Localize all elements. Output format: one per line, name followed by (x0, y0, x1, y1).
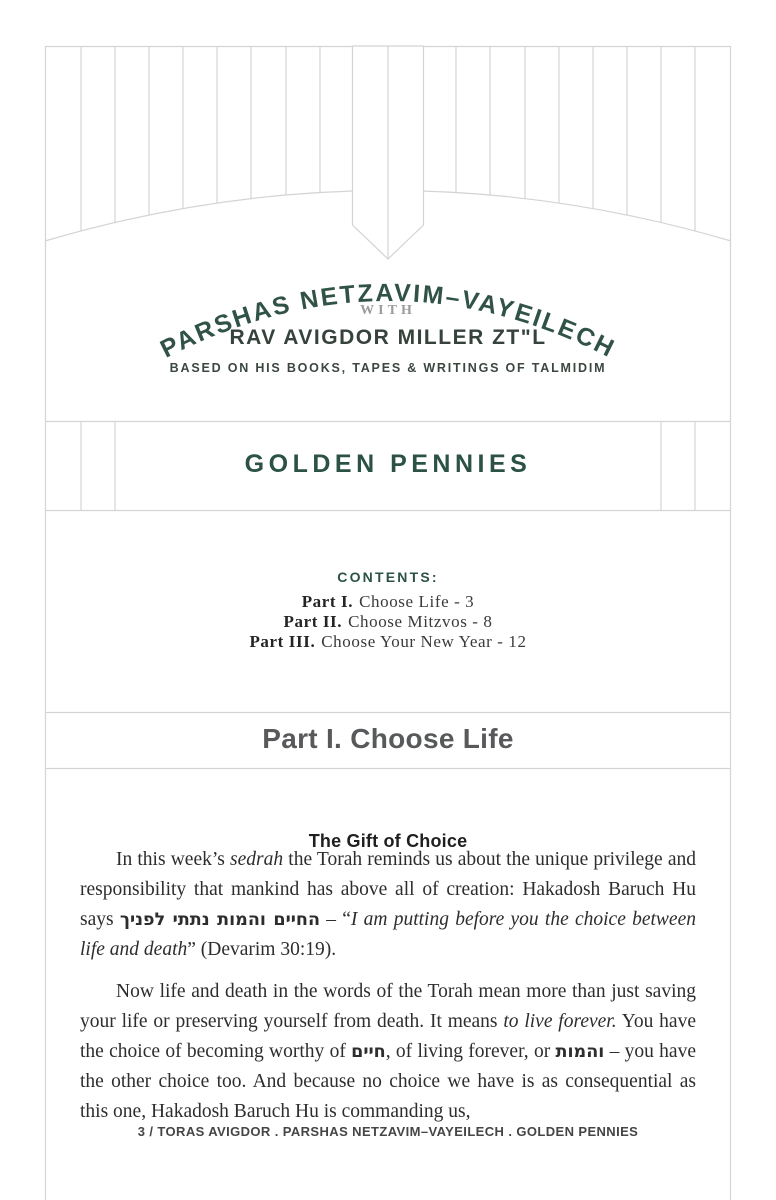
article-subheading: The Gift of Choice (308, 831, 468, 851)
issue-title: GOLDEN PENNIES (244, 450, 532, 478)
body-paragraph: Now life and death in the words of the Torah mean more than just saving your life or preserving yourself from death. It means to live forever. You have the choice of becoming worthy of חיים, of living forever, or והמות – you have the other choice too. And because no choice we have is as consequential as this one, Hakadosh Baruch Hu is commanding us, (80, 981, 696, 1122)
contents-item-label: Part I. (301, 592, 354, 611)
body-paragraph: In this week’s sedrah the Torah reminds us about the unique privilege and responsibility that mankind has above all of creation: Hakadosh Baruch Hu says החיים והמות נתתי לפניך – “I am putting before you the choice between life and death” (Devarim 30:19). (80, 849, 696, 960)
masthead-tagline: BASED ON HIS BOOKS, TAPES & WRITINGS OF TALMIDIM (169, 361, 607, 375)
masthead-arc-title (0, 0, 776, 420)
contents-heading: CONTENTS: (337, 569, 439, 585)
author-name: RAV AVIGDOR MILLER ZT"L (229, 326, 547, 349)
contents-item-text: Choose Life - 3 (359, 592, 475, 611)
section-heading: Part I. Choose Life (262, 723, 514, 754)
contents-item-text: Choose Your New Year - 12 (321, 632, 527, 651)
article-body (80, 845, 696, 1139)
with-label: WITH (360, 303, 416, 318)
svg-text:PARSHAS NETZAVIM–VAYEILECH (156, 279, 620, 364)
contents-item-label: Part II. (283, 612, 343, 631)
contents-list (0, 592, 776, 652)
contents-item-text: Choose Mitzvos - 8 (348, 612, 493, 631)
masthead-title: PARSHAS NETZAVIM–VAYEILECH (155, 278, 621, 364)
contents-item (0, 592, 776, 612)
contents-item (0, 632, 776, 652)
contents-item-label: Part III. (249, 632, 316, 651)
contents-item (0, 612, 776, 632)
page-footer: 3 / TORAS AVIGDOR . PARSHAS NETZAVIM–VAYEILECH . GOLDEN PENNIES (137, 1124, 639, 1139)
